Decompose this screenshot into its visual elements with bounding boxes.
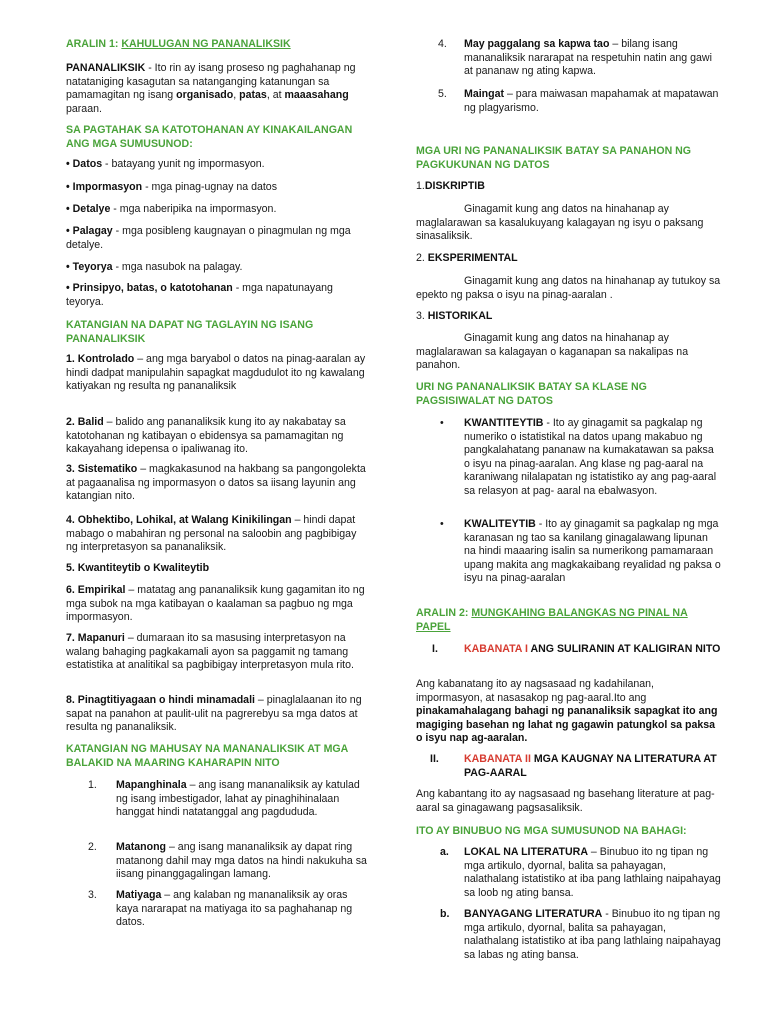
list-item: 7. Mapanuri – dumaraan ito sa masusing interpretasyon na walang bahaging pagkakamali ayon sa paggamit ng tamang estatistika at analitikal sa pagbibigay interpretasyon mula rito.: [66, 632, 354, 671]
list-item: 3. Sistematiko – magkakasunod na hakbang sa pangongolekta at pagaanalisa ng impormasyon o datos sa iisang layunin ang katangian nito.: [66, 463, 366, 502]
section-heading-uri-klase: URI NG PANANALIKSIK BATAY SA KLASE NG PAGSISIWALAT NG DATOS: [416, 381, 647, 407]
type-description: Ginagamit kung ang datos na hinahanap ay maglalarawan sa kasalukuyang kalagayan ng isyu o paksang sinasaliksik.: [416, 203, 704, 242]
type-heading: 3. HISTORIKAL: [416, 310, 493, 322]
bullet-icon: •: [440, 417, 444, 429]
list-item: 4. Obhektibo, Lohikal, at Walang Kinikilingan – hindi dapat mabago o mabahiran ng personal na saloobin ang pagbibigay ng interpretasyon sa pananaliksik.: [66, 514, 357, 553]
list-item: 1. Kontrolado – ang mga baryabol o datos na pinag-aaralan ay hindi dadpat manipulahin sapagkat magdudulot ito ng kawalang katiyakan ng resulta ng pananaliksik: [66, 353, 366, 392]
section-heading-mahusay: KATANGIAN NG MAHUSAY NA MANANALIKSIK AT MGA BALAKID NA MAARING KAHARAPIN NITO: [66, 743, 348, 769]
list-item: • KWALITEYTIB - Ito ay ginagamit sa pagkalap ng mga karanasan ng tao sa kanilang ginagalawang lipunan na hindi maaaring isalin sa numerikong pamamaraan upang makita ang magkakaibang reyalidad ng paksa o isyu na pinag-aaralan: [440, 518, 721, 584]
list-item: 1. Mapanghinala – ang isang mananaliksik ay katulad ng isang imbestigador, lahat ay pinaghihinalaan hanggat hindi natatanggal ang pagdududa.: [88, 779, 360, 818]
list-item: • Datos - batayang yunit ng impormasyon.: [66, 158, 265, 170]
list-item: b. BANYAGANG LITERATURA - Binubuo ito ng tipan ng mga artikulo, dyornal, balita sa pahayagan, nalathalang istatistiko at iba pang lathlaing naipahayag sa labas ng ating bansa.: [440, 908, 721, 961]
type-heading: 2. EKSPERIMENTAL: [416, 252, 518, 264]
type-heading: 1.DISKRIPTIB: [416, 180, 485, 192]
list-item: 2. Matanong – ang isang mananaliksik ay dapat ring matanong dahil may mga datos na hindi nakukuha sa iisang pinanggagalingan lamang.: [88, 841, 367, 880]
section-heading-uri-panahon: MGA URI NG PANANALIKSIK BATAY SA PANAHON NG PAGKUKUNAN NG DATOS: [416, 145, 692, 171]
list-item: 5. Maingat – para maiwasan mapahamak at mapatawan ng plagyarismo.: [438, 88, 719, 114]
list-item: • Teyorya - mga nasubok na palagay.: [66, 261, 243, 273]
section-heading-katangian: KATANGIAN NA DAPAT NG TAGLAYIN NG ISANG PANANALIKSIK: [66, 319, 314, 345]
section-heading-binubuo: ITO AY BINUBUO NG MGA SUMUSUNOD NA BAHAGI:: [416, 825, 687, 837]
bullet-icon: •: [440, 518, 444, 530]
definition-paragraph: PANANALIKSIK - Ito rin ay isang proseso ng paghahanap ng natataniging kasagutan sa natanganging katanungan sa pamamagitan ng isang organisado, patas, at maaasahang paraan.: [66, 62, 356, 115]
list-item: 2. Balid – balido ang pananaliksik kung ito ay nakabatay sa katotohanan ng katibayan o ebidensya sa pamamagitan ng kakayahang idepensa o ipaliwanag ito.: [66, 416, 346, 455]
list-item: a. LOKAL NA LITERATURA – Binubuo ito ng tipan ng mga artikulo, dyornal, balita sa pahayagan, nalathalang istatistiko at iba pang lathlaing naipahayag sa loob ng ating bansa.: [440, 846, 721, 899]
aralin-1-heading: ARALIN 1: KAHULUGAN NG PANANALIKSIK: [66, 38, 291, 50]
list-item: • Impormasyon - mga pinag-ugnay na datos: [66, 181, 277, 193]
list-item: • Palagay - mga posibleng kaugnayan o pinagmulan ng mga detalye.: [66, 225, 351, 251]
aralin-1-title: KAHULUGAN NG PANANALIKSIK: [121, 38, 291, 50]
section-heading-pagtahak: SA PAGTAHAK SA KATOTOHANAN AY KINAKAILANGAN ANG MGA SUMUSUNOD:: [66, 124, 353, 150]
aralin-2-title: MUNGKAHING BALANGKAS NG PINAL NA PAPEL: [416, 607, 688, 633]
aralin-2-heading: ARALIN 2: MUNGKAHING BALANGKAS NG PINAL NA PAPEL: [416, 607, 688, 633]
list-item: • Detalye - mga naberipika na impormasyon.: [66, 203, 277, 215]
type-description: Ginagamit kung ang datos na hinahanap ay maglalarawan sa kalagayan o kaganapan sa nakalipas na panahon.: [416, 332, 689, 371]
kabanata-2-paragraph: Ang kabantang ito ay nagsasaad ng basehang literature at pag-aaral sa ginagawang pagsasaliksik.: [416, 788, 715, 814]
kabanata-2-heading: II. KABANATA II MGA KAUGNAY NA LITERATURA AT PAG-AARAL: [430, 753, 717, 779]
kabanata-1-paragraph: Ang kabanatang ito ay nagsasaad ng kadahilanan, impormasyon, at nasasakop ng pag-aaral.Ito ang pinakamahalagang bahagi ng pananaliksik sapagkat ito ang magiging basehan ng lahat ng gagawin patungkol sa paksa o isyu nap ag-aaralan.: [416, 678, 718, 744]
list-item: • Prinsipyo, batas, o katotohanan - mga napatunayang teyorya.: [66, 282, 333, 308]
list-item: 6. Empirikal – matatag ang pananaliksik kung gagamitan ito ng mga subok na mga katibayan o kaalaman sa pagbuo ng mga impormasyon.: [66, 584, 365, 623]
list-item: 3. Matiyaga – ang kalaban ng mananaliksik ay oras kaya nararapat na matiyaga ito sa paghahanap ng datos.: [88, 889, 353, 928]
type-description: Ginagamit kung ang datos na hinahanap ay tutukoy sa epekto ng paksa o isyu na pinag-aaralan .: [416, 275, 721, 301]
list-item: 5. Kwantiteytib o Kwaliteytib: [66, 562, 210, 574]
list-item: 4. May paggalang sa kapwa tao – bilang isang mananaliksik nararapat na respetuhin natin ang gawi at pananaw ng ating kapwa.: [438, 38, 712, 77]
list-item: • KWANTITEYTIB - Ito ay ginagamit sa pagkalap ng numeriko o istatistikal na datos upang makabuo ng pangkalahatang pananaw na kumakatawan sa paksa o isyu na pinag-aaralan. Ang klase ng pag-aaral na karaniwang nilalapatan ng istatistiko ay ang pag-aaral sa relasyon at pag- aaral na ebalwasyon.: [440, 417, 717, 497]
kabanata-1-heading: I. KABANATA I ANG SULIRANIN AT KALIGIRAN NITO: [432, 643, 721, 655]
list-item: 8. Pinagtitiyagaan o hindi minamadali – pinaglalaanan ito ng sapat na panahon at paulit-ulit na pagrerebyu sa mga datos at resulta ng pananaliksik.: [66, 694, 362, 733]
